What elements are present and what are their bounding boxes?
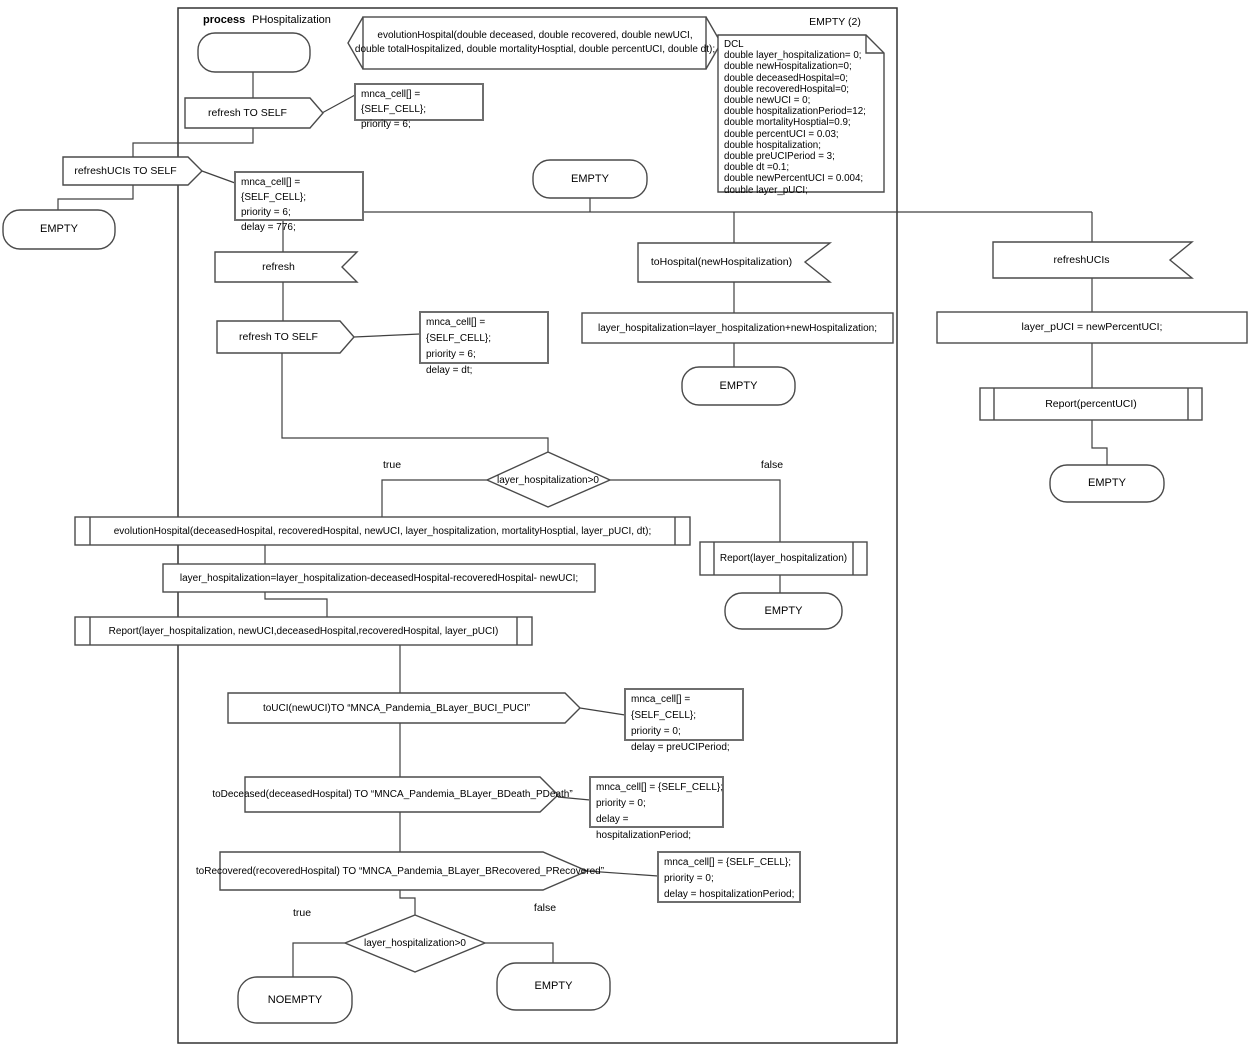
output-to-recovered[interactable]: toRecovered(recoveredHospital) TO “MNCA_Pandemia_BLayer_BRecovered_PRecovered” (195, 865, 605, 877)
frame-corner-label: EMPTY (2) (809, 15, 861, 28)
start-state[interactable] (198, 33, 310, 72)
input-refresh-ucis[interactable]: refreshUCIs (1053, 253, 1110, 266)
procedure-report-layer[interactable]: Report(layer_hospitalization) (719, 553, 848, 564)
process-name-label: PHospitalization (252, 13, 331, 26)
output-to-uci[interactable]: toUCI(newUCI)TO “MNCA_Pandemia_BLayer_BUCI_PUCI” (262, 702, 531, 714)
comment-to-recovered[interactable]: mnca_cell[] = {SELF_CELL}; priority = 0; delay = hospitalizationPeriod; (664, 857, 795, 900)
label-false-bottom: false (533, 901, 557, 914)
procedure-declaration[interactable]: evolutionHospital(double deceased, double recovered, double newUCI, double totalHospitalized, double mortalityHosptial, double percentUCI, double dt); (354, 30, 716, 55)
state-empty-left[interactable]: EMPTY (40, 223, 78, 235)
label-false-top: false (760, 458, 784, 471)
label-true-bottom: true (292, 906, 312, 919)
input-refresh[interactable]: refresh (262, 260, 295, 273)
comment-refresh-ucis-to-self[interactable]: mnca_cell[] = {SELF_CELL}; priority = 6; delay = 776; (241, 177, 307, 233)
state-empty-ucis[interactable]: EMPTY (1088, 477, 1126, 489)
state-empty-bottom[interactable]: EMPTY (534, 980, 573, 992)
comment-refresh-to-self[interactable]: mnca_cell[] = {SELF_CELL}; priority = 6; delay = dt; (426, 317, 492, 376)
output-refresh-ucis-to-self[interactable]: refreshUCIs TO SELF (74, 164, 177, 177)
procedure-report-percentuci[interactable]: Report(percentUCI) (1045, 397, 1137, 410)
state-empty-report[interactable]: EMPTY (764, 604, 803, 617)
decision-bottom[interactable]: layer_hospitalization>0 (363, 937, 466, 949)
state-noempty[interactable]: NOEMPTY (267, 993, 323, 1006)
procedure-evolution-call[interactable]: evolutionHospital(deceasedHospital, recoveredHospital, newUCI, layer_hospitalization, mortalityHosptial, layer_pUCI, dt); (113, 525, 652, 537)
comment-to-uci[interactable]: mnca_cell[] = {SELF_CELL}; priority = 0; delay = preUCIPeriod; (631, 694, 730, 753)
input-to-hospital[interactable]: toHospital(newHospitalization) (650, 256, 793, 268)
task-set-layer-puci[interactable]: layer_pUCI = newPercentUCI; (1021, 321, 1163, 333)
dcl-declarations[interactable]: DCL double layer_hospitalization= 0; double newHospitalization=0; double deceasedHospital=0; double recoveredHospital=0; double newUCI = 0; double hospitalizationPeriod=12; double mortalityHosptial=0.9; double percentUCI = 0.03; double hospitalization; double preUCIPeriod = 3; double dt =0.1; double newPercentUCI = 0.004; double layer_pUCI; (724, 39, 866, 196)
label-true-top: true (382, 458, 402, 471)
procedure-report-full[interactable]: Report(layer_hospitalization, newUCI,deceasedHospital,recoveredHospital, layer_pUCI) (108, 625, 499, 637)
output-refresh-to-self[interactable]: refresh TO SELF (239, 330, 318, 343)
task-subtract-hospitalization[interactable]: layer_hospitalization=layer_hospitalization-deceasedHospital-recoveredHospital- newUCI; (179, 572, 579, 584)
process-kind-label: process (203, 13, 246, 26)
output-refresh-to-self-top[interactable]: refresh TO SELF (208, 106, 287, 119)
state-empty-hospital[interactable]: EMPTY (719, 379, 758, 392)
state-empty-main[interactable]: EMPTY (571, 172, 609, 185)
task-add-hospitalization[interactable]: layer_hospitalization=layer_hospitalization+newHospitalization; (597, 322, 878, 334)
comment-refresh-to-self-top[interactable]: mnca_cell[] = {SELF_CELL}; priority = 6; (361, 89, 427, 130)
output-to-deceased[interactable]: toDeceased(deceasedHospital) TO “MNCA_Pandemia_BLayer_BDeath_PDeath” (212, 789, 573, 800)
decision-top[interactable]: layer_hospitalization>0 (496, 474, 599, 486)
comment-to-deceased[interactable]: mnca_cell[] = {SELF_CELL}; priority = 0; delay = hospitalizationPeriod; (596, 782, 724, 841)
